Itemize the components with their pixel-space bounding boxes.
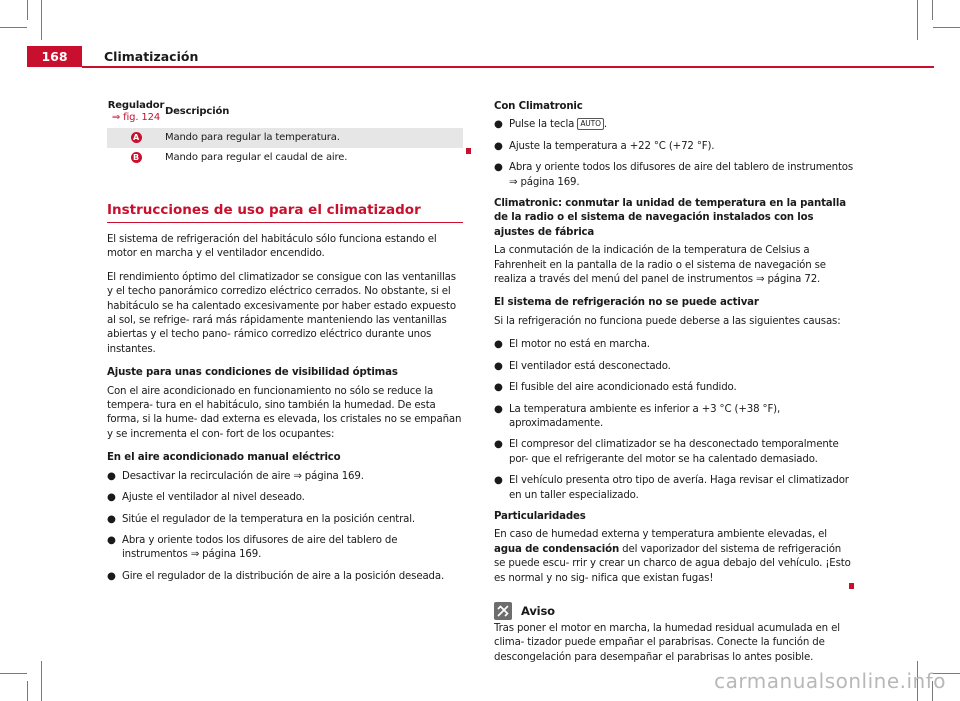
crop-mark [0, 27, 27, 28]
notice-text: Tras poner el motor en marcha, la humedad residual acumulada en el clima- tizador puede empañar el parabrisas. Conecte la función de descongelación para desempañar el parabrisas lo antes posible. [494, 622, 840, 663]
header-rule [82, 66, 934, 68]
auto-key-icon: AUTO [577, 118, 604, 130]
table-row [107, 128, 463, 148]
list-item: ● El ventilador está desconectado. [494, 360, 671, 372]
chapter-title: Climatización [104, 49, 199, 64]
paragraph: El rendimiento óptimo del climatizador se consigue con las ventanillas y el techo panorámico corredizo eléctrico cerrados. No obstante, si el habitáculo se ha calentado excesivamente por haber estado expuesto al sol, se refrige- rará más rápidamente manteniendo las ventanillas abiertas y el techo pano- rámico corredizo eléctrico durante unos instantes. [107, 271, 456, 355]
section-title: Instrucciones de uso para el climatizador [107, 202, 463, 223]
crop-mark [933, 27, 960, 28]
fault-subheading: El sistema de refrigeración no se puede activar [494, 297, 759, 309]
visibility-subheading: Ajuste para unas condiciones de visibilidad óptimas [107, 367, 398, 379]
table-header-regulator-label: Regulador [107, 100, 165, 111]
crop-mark [0, 673, 27, 674]
list-item: ● Abra y oriente todos los difusores de aire del tablero de instrumentos ⇒ página 169. [107, 534, 398, 561]
list-item: ● El motor no está en marcha. [494, 339, 650, 351]
left-column [107, 100, 463, 168]
notice-header [494, 602, 854, 620]
list-item: ● El fusible del aire acondicionado está fundido. [494, 382, 737, 394]
list-item: ● Sitúe el regulador de la temperatura en la posición central. [107, 513, 415, 525]
list-item: ● Pulse la tecla AUTO . [494, 119, 607, 131]
crop-mark [27, 0, 28, 20]
paragraph: Con el aire acondicionado en funcionamiento no sólo se reduce la tempera- tura en el habitáculo, sino también la humedad. De esta forma, si la hume- dad externa es elevada, los cristales no se empañan y se incrementa el con- fort de los ocupantes: [107, 385, 462, 440]
crop-mark [917, 0, 918, 40]
list-item: ● Ajuste la temperatura a +22 °C (+72 °F). [494, 140, 715, 152]
figure-link[interactable]: ⇒ fig. 124 [111, 112, 161, 123]
notice-icon [494, 602, 512, 620]
manual-ac-subheading: En el aire acondicionado manual eléctrico [107, 452, 341, 464]
callout-badge-a: A [131, 132, 142, 143]
crop-mark [41, 0, 42, 40]
list-item: ● El compresor del climatizador se ha desconectado temporalmente por- que el refrigerante del motor se ha calentado demasiado. [494, 439, 839, 465]
table-header-regulator [107, 100, 165, 128]
units-subheading: Climatronic: conmutar la unidad de temperatura en la pantalla de la radio o el sistema de navegación instalados con los ajustes de fábrica [494, 198, 846, 238]
list-item: ● Abra y oriente todos los difusores de aire del tablero de instrumentos ⇒ página 169. [494, 162, 854, 188]
page-number: 168 [27, 46, 82, 67]
table-cell-description: Mando para regular el caudal de aire. [165, 151, 348, 163]
table-cell-description: Mando para regular la temperatura. [165, 128, 463, 148]
end-of-section-mark [466, 148, 471, 154]
climatronic-subheading: Con Climatronic [494, 101, 583, 112]
special-subheading: Particularidades [494, 510, 586, 522]
list-item: ● Desactivar la recirculación de aire ⇒ página 169. [107, 470, 364, 482]
list-item: ● La temperatura ambiente es inferior a +3 °C (+38 °F), aproximadamente. [494, 403, 781, 429]
list-item: ● Ajuste el ventilador al nivel deseado. [107, 492, 305, 504]
list-item: ● Gire el regulador de la distribución de aire a la posición deseada. [107, 570, 445, 582]
end-of-section-mark [849, 583, 854, 589]
paragraph: La conmutación de la indicación de la temperatura de Celsius a Fahrenheit en la pantalla de la radio o el sistema de navegación se realiza a través del menú del panel de instrumentos ⇒ página 72. [494, 245, 826, 286]
paragraph: En caso de humedad externa y temperatura ambiente elevadas, el agua de condensación del vaporizador del sistema de refrigeración se puede escu- rrir y crear un charco de agua debajo del vehículo. ¡Esto es normal y no sig- nifica que existan fugas! [494, 529, 851, 584]
callout-badge-b: B [131, 152, 142, 163]
left-column-body [107, 233, 463, 591]
crop-mark [27, 681, 28, 701]
controls-table [107, 100, 463, 168]
table-header-description: Descripción [165, 105, 230, 117]
list-item: ● El vehículo presenta otro tipo de avería. Haga revisar el climatizador en un taller especializado. [494, 475, 849, 501]
right-column [494, 100, 854, 674]
table-row [107, 148, 463, 168]
crop-mark [932, 0, 933, 20]
paragraph: Si la refrigeración no funciona puede deberse a las siguientes causas: [494, 315, 841, 327]
watermark: carmanualsonline.info [714, 669, 946, 693]
table-header-row [107, 100, 463, 128]
intro-paragraph: El sistema de refrigeración del habitáculo sólo funciona estando el motor en marcha y el ventilador encendido. [107, 234, 437, 260]
notice-label: Aviso [521, 603, 555, 618]
crop-mark [41, 661, 42, 701]
